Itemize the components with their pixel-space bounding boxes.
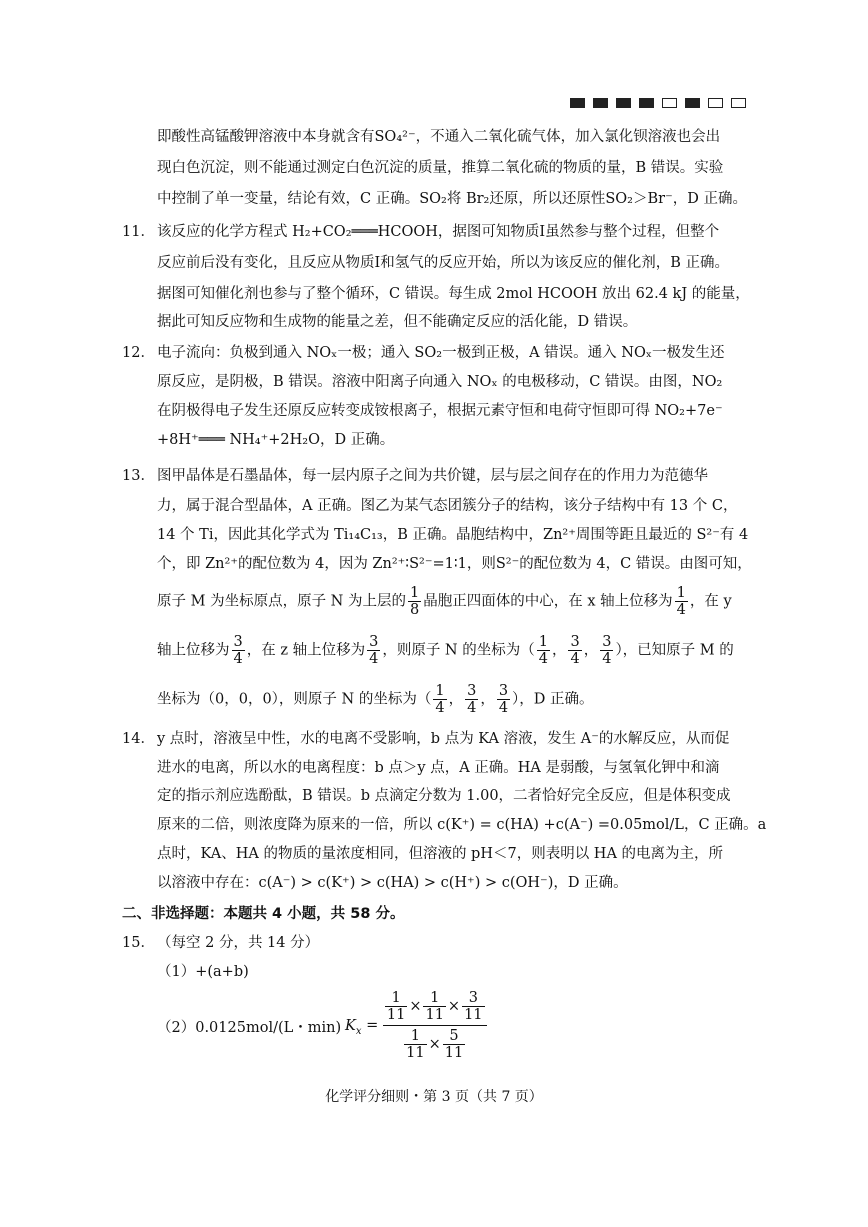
times-sign: ×	[409, 998, 422, 1015]
question-number: 12．	[122, 345, 155, 361]
numerator: 1	[404, 1028, 426, 1045]
question-number: 15．	[122, 935, 155, 951]
numerator: 3	[498, 683, 509, 699]
times-sign: ×	[428, 1036, 441, 1053]
text-line: 以溶液中存在：c(A⁻) > c(K⁺) > c(HA) > c(H⁺) > c(OH⁻)，D 正确。	[157, 875, 628, 891]
section-heading: 二、非选择题：本题共 4 小题，共 58 分。	[122, 906, 405, 922]
progress-mark-empty	[662, 98, 677, 108]
numerator: 1	[538, 634, 548, 650]
denominator: 4	[602, 651, 612, 667]
denominator: 8	[409, 602, 420, 618]
denominator: 11	[464, 1007, 483, 1023]
kx-symbol	[345, 1017, 362, 1037]
question-number: 11．	[122, 224, 155, 240]
progress-mark-empty	[708, 98, 723, 108]
text-line-with-fractions	[157, 634, 734, 667]
text-line: （每空 2 分，共 14 分）	[157, 935, 320, 951]
numerator: 1	[423, 990, 445, 1007]
separator: ，	[551, 642, 567, 659]
text-line: 该反应的化学方程式 H₂+CO₂═══HCOOH，据图可知物质Ⅰ虽然参与整个过程，但整个	[157, 224, 720, 240]
fraction-one-eighth	[408, 585, 421, 618]
text-line: 14 个 Ti，因此其化学式为 Ti₁₄C₁₃，B 正确。晶胞结构中，Zn²⁺周围等距且最近的 S²⁻有 4	[157, 527, 749, 543]
text-line-with-fractions	[157, 683, 594, 716]
fraction-three-quarter	[600, 634, 613, 667]
progress-mark-filled	[685, 98, 700, 108]
page-footer: 化学评分细则・第 3 页（共 7 页）	[325, 1089, 543, 1105]
fraction-five-elevenths	[443, 1028, 465, 1061]
denominator: 4	[676, 602, 686, 618]
fraction-one-eleventh	[404, 1028, 426, 1061]
text-segment: ），D 正确。	[512, 691, 594, 708]
denominator: 11	[444, 1045, 464, 1061]
fraction-three-quarter	[568, 634, 581, 667]
denominator: 4	[498, 700, 509, 716]
numerator: 3	[570, 634, 580, 650]
text-line: 现白色沉淀，则不能通过测定白色沉淀的质量，推算二氧化硫的物质的量，B 错误。实验	[157, 160, 724, 176]
numerator: 1	[409, 585, 420, 601]
fraction-three-quarter	[232, 634, 245, 667]
text-line: 原来的二倍，则浓度降为原来的一倍，所以 c(K⁺) = c(HA) +c(A⁻) =0.05mol/L，C 正确。a	[157, 817, 767, 833]
text-segment: 原子 M 为坐标原点，原子 N 为上层的	[157, 593, 406, 610]
text-line: 进水的电离，所以水的电离程度：b 点＞y 点，A 正确。HA 是弱酸，与氢氧化钾中和滴	[157, 760, 720, 776]
text-line: 即酸性高锰酸钾溶液中本身就含有SO₄²⁻，不通入二氧化硫气体，加入氯化钡溶液也会出	[157, 129, 721, 145]
progress-mark-filled	[639, 98, 654, 108]
kx-numerator	[383, 990, 487, 1026]
text-line: （2）0.0125mol/(L・min)	[157, 1020, 342, 1036]
progress-mark-empty	[731, 98, 746, 108]
denominator: 4	[467, 700, 477, 716]
text-segment: ，则原子 N 的坐标为（	[382, 642, 535, 659]
fraction-one-quarter	[675, 585, 688, 618]
denominator: 4	[570, 651, 580, 667]
kx-subscript: x	[355, 1025, 362, 1037]
separator: ，	[583, 642, 599, 659]
question-number: 13．	[122, 468, 155, 484]
numerator: 3	[233, 634, 243, 650]
fraction-three-quarter	[497, 683, 510, 716]
fraction-three-quarter	[367, 634, 380, 667]
denominator: 11	[425, 1007, 444, 1023]
progress-mark-filled	[570, 98, 585, 108]
text-line: 图甲晶体是石墨晶体，每一层内原子之间为共价键，层与层之间存在的作用力为范德华	[157, 468, 708, 484]
text-line: 定的指示剂应选酚酞，B 错误。b 点滴定分数为 1.00，二者恰好完全反应，但是体积变成	[157, 788, 731, 804]
denominator: 4	[369, 651, 379, 667]
numerator: 3	[602, 634, 612, 650]
progress-mark-filled	[593, 98, 608, 108]
kx-big-fraction	[383, 990, 487, 1061]
numerator: 1	[676, 585, 686, 601]
times-sign: ×	[447, 998, 461, 1015]
text-line: 中控制了单一变量，结论有效，C 正确。SO₂将 Br₂还原，所以还原性SO₂＞Br⁻，D 正确。	[157, 191, 747, 207]
text-line: 据图可知催化剂也参与了整个循环，C 错误。每生成 2mol HCOOH 放出 62.4 kJ 的能量，	[157, 286, 750, 302]
numerator: 3	[467, 683, 477, 699]
text-segment: ，在 z 轴上位移为	[246, 642, 366, 659]
numerator: 5	[443, 1028, 465, 1045]
denominator: 11	[406, 1045, 425, 1061]
text-line: +8H⁺═══ NH₄⁺+2H₂O，D 正确。	[157, 432, 395, 448]
text-segment: 坐标为（0，0，0），则原子 N 的坐标为（	[157, 691, 432, 708]
text-line: 原反应，是阴极，B 错误。溶液中阳离子向通入 NOₓ 的电极移动，C 错误。由图，NO₂	[157, 374, 723, 390]
progress-mark-filled	[616, 98, 631, 108]
question-number: 14．	[122, 731, 155, 747]
page-progress-marks	[570, 98, 746, 108]
numerator: 1	[435, 683, 445, 699]
fraction-one-quarter	[537, 634, 550, 667]
denominator: 11	[386, 1007, 406, 1023]
kx-label: K	[345, 1017, 356, 1034]
text-line: 据此可知反应物和生成物的能量之差，但不能确定反应的活化能，D 错误。	[157, 314, 638, 330]
fraction-three-quarter	[465, 683, 478, 716]
numerator: 3	[462, 990, 484, 1007]
text-segment: ，在 y	[689, 593, 732, 610]
text-line: 反应前后没有变化，且反应从物质Ⅰ和氢气的反应开始，所以为该反应的催化剂，B 正确。	[157, 255, 729, 271]
numerator: 1	[385, 990, 407, 1007]
text-line-with-fractions	[157, 585, 732, 618]
text-line: 个，即 Zn²⁺的配位数为 4，因为 Zn²⁺∶S²⁻=1∶1，则S²⁻的配位数为 4，C 错误。由图可知，	[157, 556, 752, 572]
denominator: 4	[538, 651, 548, 667]
separator: ，	[448, 691, 464, 708]
fraction-one-quarter	[433, 683, 446, 716]
fraction-one-eleventh	[385, 990, 407, 1023]
kx-formula	[345, 990, 487, 1061]
fraction-three-elevenths	[462, 990, 484, 1023]
separator: ，	[480, 691, 495, 708]
kx-denominator	[383, 1026, 487, 1061]
equals-sign: =	[361, 1017, 379, 1034]
text-segment: 晶胞正四面体的中心，在 x 轴上位移为	[423, 593, 673, 610]
text-line: 电子流向：负极到通入 NOₓ一极；通入 SO₂一极到正极，A 错误。通入 NOₓ一极发生还	[157, 345, 725, 361]
denominator: 4	[435, 700, 445, 716]
text-line: 力，属于混合型晶体，A 正确。图乙为某气态团簇分子的结构，该分子结构中有 13 个 C，	[157, 498, 738, 514]
text-segment: 轴上位移为	[157, 642, 230, 659]
text-line: 点时，KA、HA 的物质的量浓度相同，但溶液的 pH＜7，则表明以 HA 的电离为主，所	[157, 846, 724, 862]
text-line: y 点时，溶液呈中性，水的电离不受影响，b 点为 KA 溶液，发生 A⁻的水解反应，从而促	[157, 731, 730, 747]
text-line: 在阴极得电子发生还原反应转变成铵根离子，根据元素守恒和电荷守恒即可得 NO₂+7e⁻	[157, 403, 723, 419]
fraction-one-eleventh	[423, 990, 445, 1023]
numerator: 3	[369, 634, 379, 650]
text-line: （1）+(a+b)	[157, 964, 249, 980]
denominator: 4	[233, 651, 243, 667]
text-segment: ），已知原子 M 的	[615, 642, 734, 659]
